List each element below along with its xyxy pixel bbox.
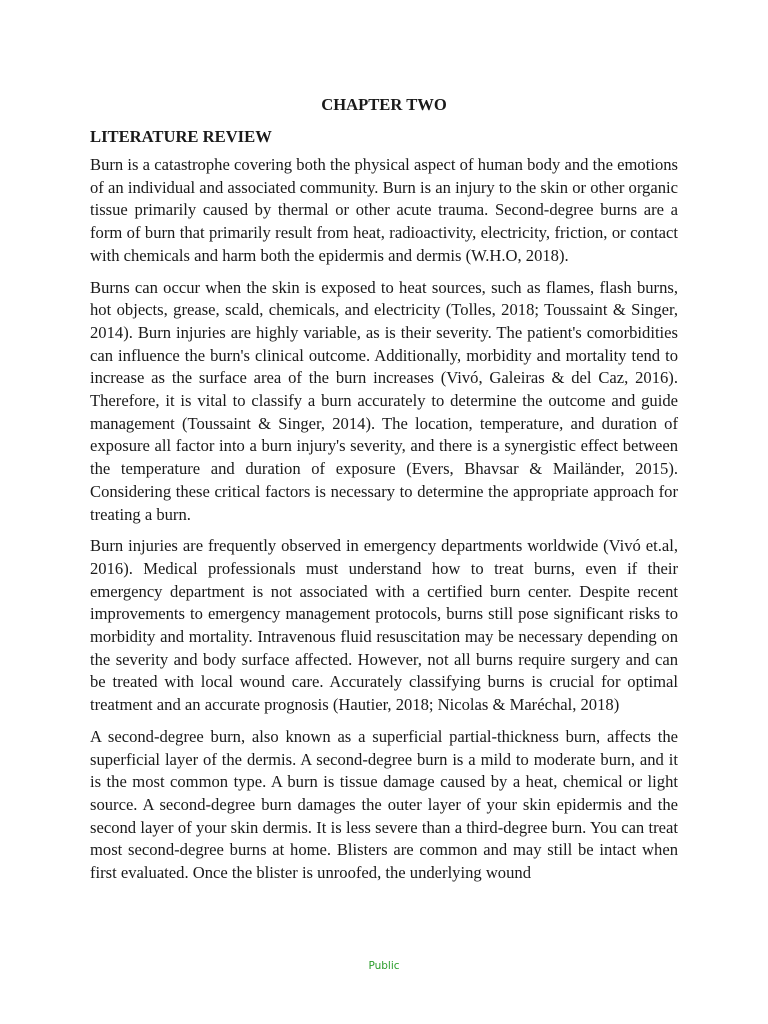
- classification-label: Public: [368, 960, 400, 972]
- paragraph-2: Burns can occur when the skin is exposed to heat sources, such as flames, flash burns, hot objects, grease, scald, chemicals, and electricity (Tolles, 2018; Toussaint & Singer, 2014). Burn injuries are highly variable, as is their severity. The patient's comorbidities can influence the burn's clinical outcome. Additionally, morbidity and mortality tend to increase as the surface area of the burn increases (Vivó, Galeiras & del Caz, 2016). Therefore, it is vital to classify a burn accurately to determine the outcome and guide management (Toussaint & Singer, 2014). The location, temperature, and duration of exposure all factor into a burn injury's severity, and there is a synergistic effect between the temperature and duration of exposure (Evers, Bhavsar & Mailänder, 2015). Considering these critical factors is necessary to determine the appropriate approach for treating a burn.: [90, 277, 678, 524]
- paragraph-1: Burn is a catastrophe covering both the physical aspect of human body and the emotions of an individual and associated community. Burn is an injury to the skin or other organic tissue primarily caused by thermal or other acute trauma. Second-degree burns are a form of burn that primarily result from heat, radioactivity, electricity, friction, or contact with chemicals and harm both the epidermis and dermis (W.H.O, 2018).: [90, 155, 678, 265]
- paragraph-3: Burn injuries are frequently observed in emergency departments worldwide (Vivó et.al, 2016). Medical professionals must understand how to treat burns, even if their emergency department is not associated with a certified burn center. Despite recent improvements to emergency management protocols, burns still pose significant risks to morbidity and mortality. Intravenous fluid resuscitation may be necessary depending on the severity and body surface affected. However, not all burns require surgery and can be treated with local wound care. Accurately classifying burns is crucial for optimal treatment and an accurate prognosis (Hautier, 2018; Nicolas & Maréchal, 2018): [90, 536, 678, 715]
- chapter-title: CHAPTER TWO: [321, 95, 447, 114]
- section-heading: LITERATURE REVIEW: [90, 127, 272, 146]
- paragraph-4: A second-degree burn, also known as a superficial partial-thickness burn, affects the superficial layer of the dermis. A second-degree burn is a mild to moderate burn, and it is the most common type. A burn is tissue damage caused by a heat, chemical or light source. A second-degree burn damages the outer layer of your skin epidermis and the second layer of your skin dermis. It is less severe than a third-degree burn. You can treat most second-degree burns at home. Blisters are common and may still be intact when first evaluated. Once the blister is unroofed, the underlying wound: [90, 726, 678, 883]
- document-body: [90, 94, 678, 894]
